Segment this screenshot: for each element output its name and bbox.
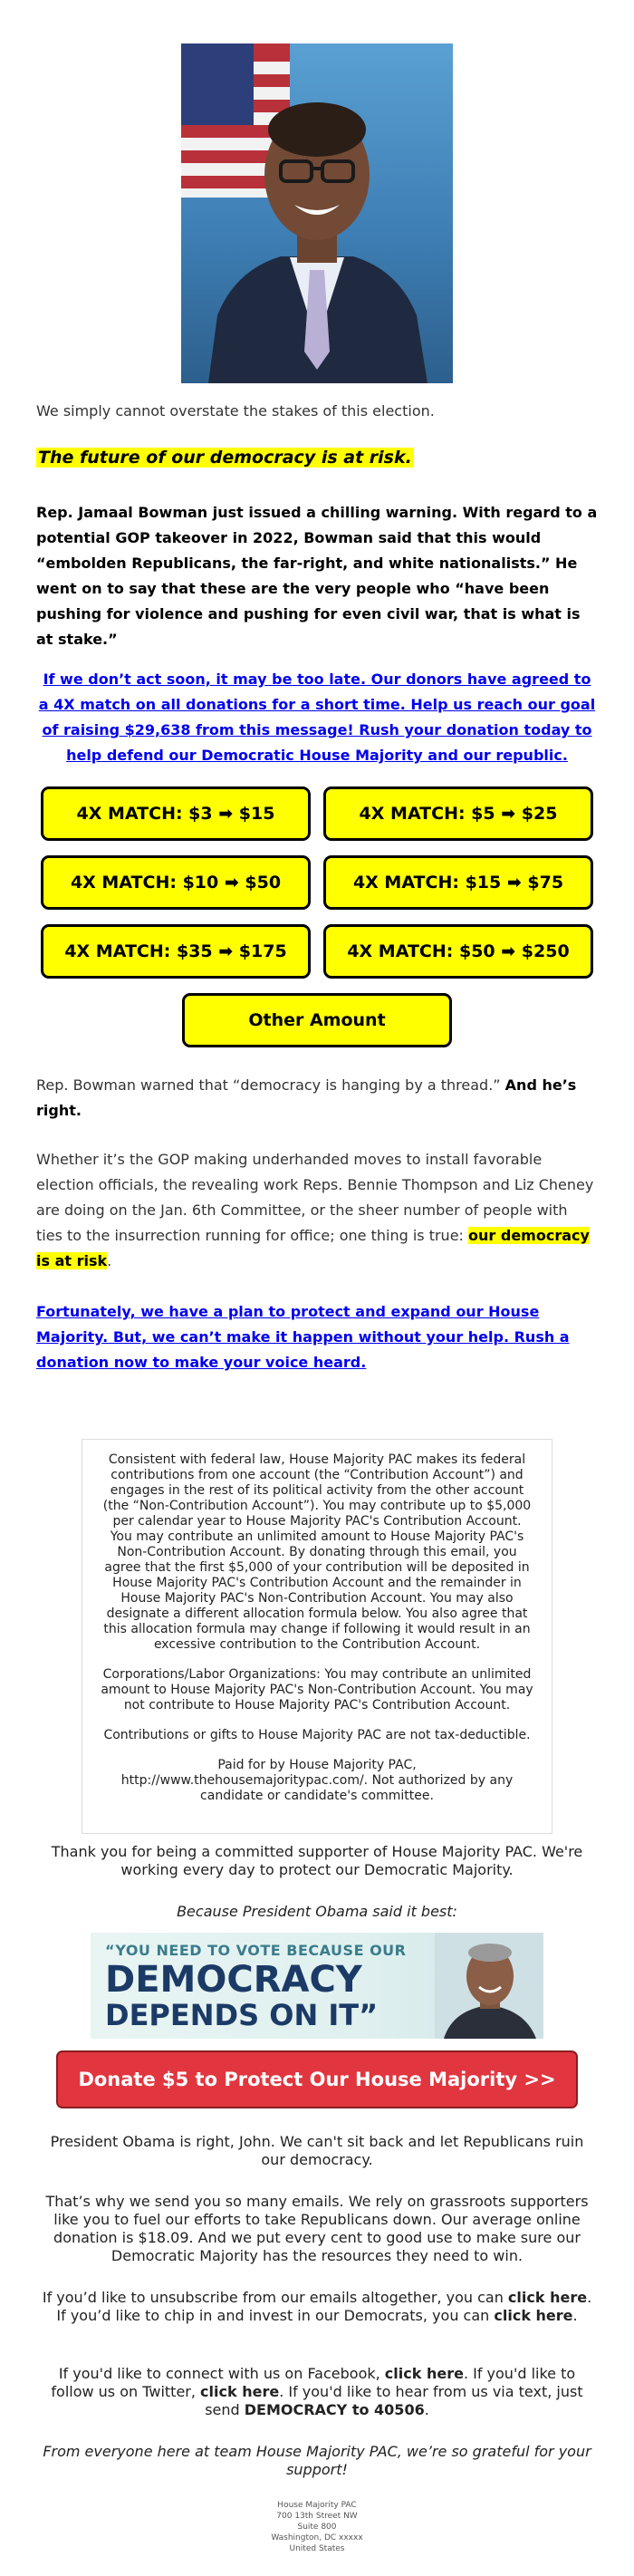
disclaimer-paid: Paid for by House Majority PAC, bbox=[217, 1758, 417, 1772]
unsubscribe-paragraph bbox=[36, 2289, 598, 2325]
address-line-1: House Majority PAC bbox=[277, 2501, 357, 2510]
address-line-3: Suite 800 bbox=[297, 2523, 337, 2532]
obama-quote-banner bbox=[91, 1933, 543, 2039]
address-line-5: United States bbox=[289, 2544, 345, 2553]
thanks-text: Thank you for being a committed supporter of House Majority PAC. We're working every day to protect our Democratic Majority. bbox=[51, 1843, 583, 1878]
address-line-2: 700 13th Street NW bbox=[276, 2512, 358, 2521]
disclaimer-p4 bbox=[101, 1758, 533, 1804]
whether-paragraph bbox=[36, 1147, 598, 1274]
warned-paragraph bbox=[36, 1073, 598, 1124]
text-keyword: DEMOCRACY to 40506 bbox=[244, 2401, 425, 2418]
match-button-50[interactable]: 4X MATCH: $50 ➡ $250 bbox=[323, 924, 593, 979]
grassroots-text: That’s why we send you so many emails. We rely on grassroots supporters like you to fuel our efforts to take Republicans down. Our average online donation is $18.09. And we put every cent to good use to make sure our Democratic Majority has the resources they need to win. bbox=[45, 2193, 589, 2264]
facebook-link[interactable]: click here bbox=[384, 2365, 464, 2382]
footer-address bbox=[0, 2500, 634, 2554]
obama-right-text: President Obama is right, John. We can't sit back and let Republicans ruin our democracy. bbox=[50, 2133, 584, 2168]
connect-text-4: . bbox=[424, 2401, 429, 2418]
connect-paragraph bbox=[36, 2365, 598, 2419]
whether-end: . bbox=[107, 1252, 112, 1269]
match-button-10[interactable]: 4X MATCH: $10 ➡ $50 bbox=[41, 855, 311, 910]
connect-text-2: . If you'd like to follow us on Twitter, bbox=[51, 2365, 576, 2400]
disclaimer-p1: Consistent with federal law, House Majority PAC makes its federal contributions from one account (the “Contribution Account”) and engages in the rest of its political activity from the other account (the “Non-Contribution Account”). You may contribute up to $5,000 per calendar year to House Majority PAC's Contribution Account. You may contribute an unlimited amount to House Majority PAC's Non-Contribution Account. By donating through this email, you agree that the first $5,000 of your contribution will be deposited in House Majority PAC's Contribution Account and the remainder in House Majority PAC's Non-Contribution Account. You may also designate a different allocation formula below. You also agree that this allocation formula may change if following it would result in an excessive contribution to the Contribution Account. bbox=[102, 1452, 532, 1652]
highlight-heading-wrap bbox=[36, 448, 598, 468]
banner-line3: DEPENDS ON IT” bbox=[105, 1998, 379, 2032]
match-button-5[interactable]: 4X MATCH: $5 ➡ $25 bbox=[323, 786, 593, 841]
unsub-text-3: . bbox=[572, 2307, 578, 2324]
bowman-paragraph: Rep. Jamaal Bowman just issued a chilling warning. With regard to a potential GOP takeover in 2022, Bowman said that this would “embolden Republicans, the far-right, and white nationalists.” He went on to say that these are the very people who “have been pushing for violence and pushing for even civil war, that is what is at stake.” bbox=[36, 504, 598, 648]
other-amount-button[interactable]: Other Amount bbox=[182, 993, 452, 1047]
whether-text: Whether it’s the GOP making underhanded moves to install favorable election officials, the revealing work Reps. Bennie Thompson and Liz Cheney are doing on the Jan. 6th Committee, or the sheer number of people with ties to the insurrection running for office; one thing is true: bbox=[36, 1151, 594, 1244]
unsub-text-1: If you’d like to unsubscribe from our emails altogether, you can bbox=[42, 2289, 508, 2306]
unsub-text-2: . If you’d like to chip in and invest in our Democrats, you can bbox=[56, 2289, 592, 2324]
disclaimer-url: http://www.thehousemajoritypac.com/. Not authorized by any candidate or candidate's committee. bbox=[120, 1773, 514, 1803]
donate-5-button[interactable]: Donate $5 to Protect Our House Majority >> bbox=[56, 2050, 578, 2108]
match-button-35[interactable]: 4X MATCH: $35 ➡ $175 bbox=[41, 924, 311, 979]
plan-link[interactable]: Fortunately, we have a plan to protect and expand our House Majority. But, we can’t make it happen without your help. Rush a donation now to make your voice heard. bbox=[36, 1303, 570, 1371]
warned-text: Rep. Bowman warned that “democracy is hanging by a thread.” bbox=[36, 1076, 505, 1094]
disclaimer-p3: Contributions or gifts to House Majority PAC are not tax-deductible. bbox=[103, 1728, 531, 1742]
portrait-image bbox=[181, 43, 453, 383]
unsubscribe-link[interactable]: click here bbox=[507, 2289, 588, 2306]
whether-highlight: our democracy is at risk bbox=[36, 1227, 590, 1269]
obama-photo bbox=[435, 1933, 543, 2039]
connect-text-3: . If you'd like to hear from us via text, just send bbox=[205, 2383, 583, 2418]
banner-line1: “YOU NEED TO VOTE BECAUSE OUR bbox=[105, 1942, 407, 1959]
chip-in-link[interactable]: click here bbox=[494, 2307, 573, 2324]
intro-text: We simply cannot overstate the stakes of this election. bbox=[36, 402, 435, 420]
warned-bold: And he’s right. bbox=[36, 1076, 577, 1119]
address-line-4: Washington, DC xxxxx bbox=[271, 2533, 363, 2542]
obama-intro: Because President Obama said it best: bbox=[177, 1903, 457, 1920]
disclaimer-p2: Corporations/Labor Organizations: You may contribute an unlimited amount to House Majority PAC's Non-Contribution Account. You may not contribute to House Majority PAC's Contribution Account. bbox=[101, 1667, 533, 1713]
grateful-text: From everyone here at team House Majority PAC, we’re so grateful for your support! bbox=[43, 2443, 591, 2478]
twitter-link[interactable]: click here bbox=[200, 2383, 280, 2400]
match-link[interactable]: If we don’t act soon, it may be too late. Our donors have agreed to a 4X match on all donations for a short time. Help us reach our goal of raising $29,638 from this message! Rush your donation today to help defend our Democratic House Majority and our republic. bbox=[38, 671, 596, 764]
portrait-illustration bbox=[181, 43, 453, 383]
banner-line2: DEMOCRACY bbox=[105, 1959, 362, 2001]
highlight-heading: The future of our democracy is at risk. bbox=[38, 448, 412, 468]
match-button-3[interactable]: 4X MATCH: $3 ➡ $15 bbox=[41, 786, 311, 841]
match-button-15[interactable]: 4X MATCH: $15 ➡ $75 bbox=[323, 855, 593, 910]
disclaimer-box bbox=[82, 1439, 552, 1834]
connect-text-1: If you'd like to connect with us on Facebook, bbox=[58, 2365, 385, 2382]
